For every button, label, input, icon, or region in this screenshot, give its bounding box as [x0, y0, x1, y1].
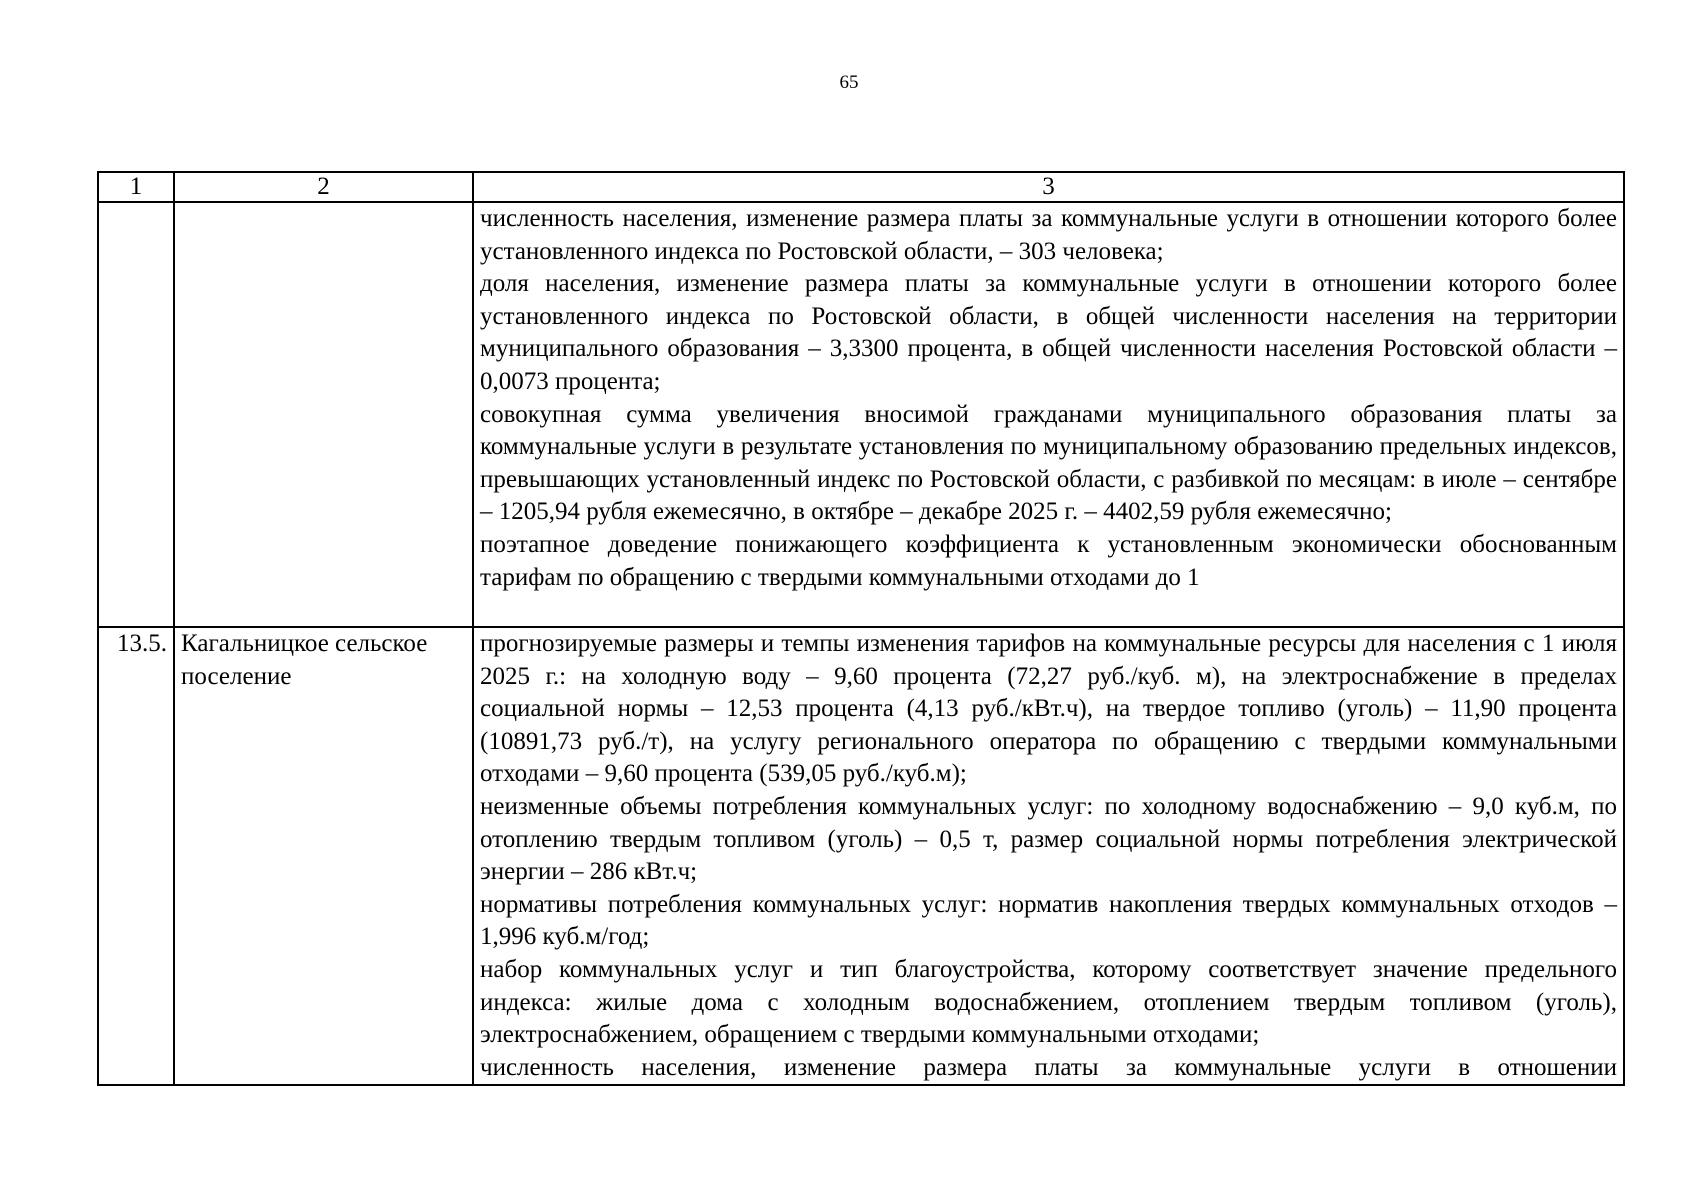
municipality-name [174, 202, 473, 627]
description-paragraph: доля населения, изменение размера платы за коммунальные услуги в отношении которого более установленного индекса по Ростовской области, в общей численности населения на территории муниципального образования – 3,3300 процента, в общей численности населения Ростовской области – 0,0073 процента; [480, 270, 1617, 395]
column-header-2: 2 [174, 172, 473, 202]
row-number [98, 202, 174, 627]
municipality-name: Кагальницкое сельское поселение [174, 627, 473, 1085]
column-header-1: 1 [98, 172, 174, 202]
description-paragraph: поэтапное доведение понижающего коэффициента к установленным экономически обоснованным тарифам по обращению с твердыми коммунальными отходами до 1 [480, 530, 1617, 591]
table-header-row [98, 172, 1624, 202]
description-paragraph: нормативы потребления коммунальных услуг: норматив накопления твердых коммунальных отходов – 1,996 куб.м/год; [480, 890, 1617, 951]
description-paragraph: совокупная сумма увеличения вносимой гражданами муниципального образования платы за коммунальные услуги в результате установления по муниципальному образованию предельных индексов, превышающих установленный индекс по Ростовской области, с разбивкой по месяцам: в июле – сентябре – 1205,94 рубля ежемесячно, в октябре – декабре 2025 г. – 4402,59 рубля ежемесячно; [480, 400, 1617, 526]
column-header-3: 3 [473, 172, 1624, 202]
description-paragraph: неизменные объемы потребления коммунальных услуг: по холодному водоснабжению – 9,0 куб.м, по отоплению твердым топливом (уголь) – 0,5 т, размер социальной нормы потребления электрической энергии – 286 кВт.ч; [480, 792, 1617, 886]
description-cell [473, 202, 1624, 627]
table-row [98, 627, 1624, 1085]
row-number: 13.5. [98, 627, 174, 1085]
page-number: 65 [839, 72, 859, 93]
description-paragraph: численность населения, изменение размера платы за коммунальные услуги в отношении которого более установленного индекса по Ростовской области, – 303 человека; [480, 205, 1617, 265]
description-paragraph: прогнозируемые размеры и темпы изменения тарифов на коммунальные ресурсы для населения с 1 июля 2025 г.: на холодную воду – 9,60 процента (72,27 руб./куб. м), на электроснабжение в пределах социальной нормы – 12,53 процента (4,13 руб./кВт.ч), на твердое топливо (уголь) – 11,90 процента (10891,73 руб./т), на услугу регионального оператора по обращению с твердыми коммунальными отходами – 9,60 процента (539,05 руб./куб.м); [480, 630, 1617, 788]
description-paragraph: численность населения, изменение размера платы за коммунальные услуги в отношении [480, 1053, 1617, 1081]
description-paragraph: набор коммунальных услуг и тип благоустройства, которому соответствует значение предельного индекса: жилые дома с холодным водоснабжением, отоплением твердым топливом (уголь), электроснабжением, обращением с твердыми коммунальными отходами; [480, 955, 1617, 1049]
document-table [97, 171, 1625, 1086]
description-cell [473, 627, 1624, 1085]
table-row [98, 202, 1624, 627]
